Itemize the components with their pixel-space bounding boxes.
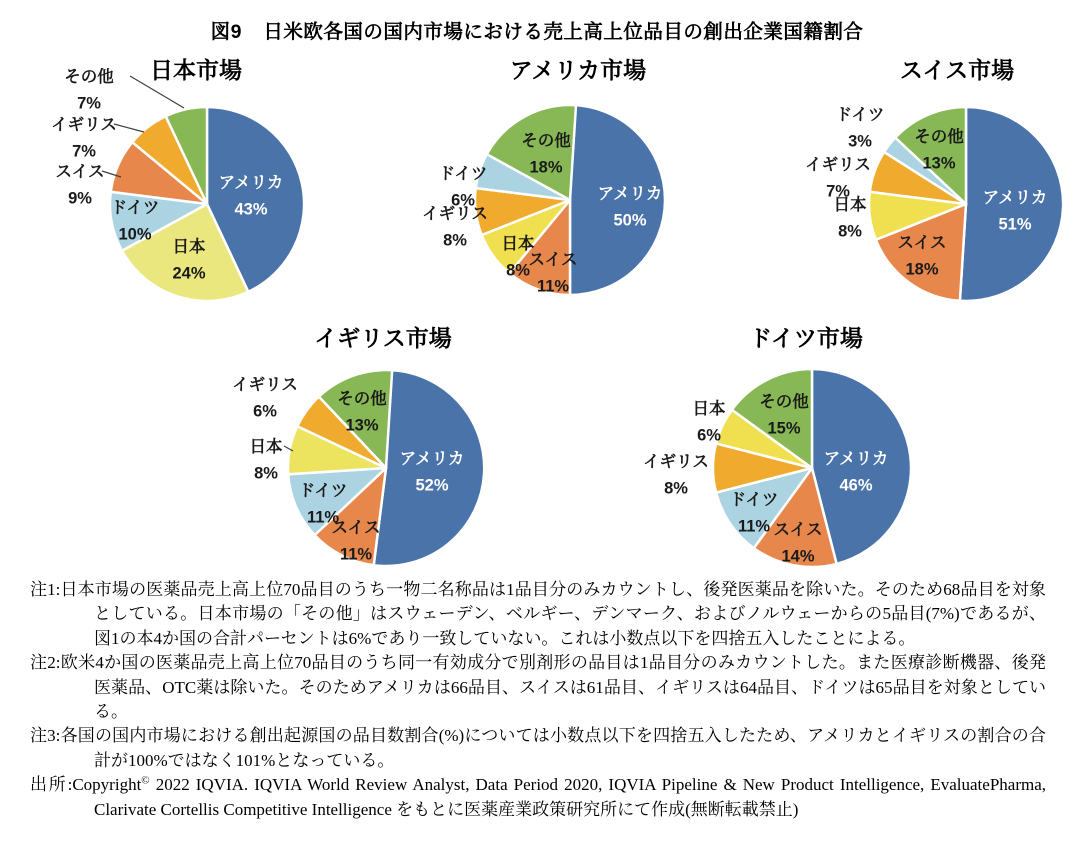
source-note	[30, 773, 1046, 822]
note-1-prefix: 注1:	[30, 580, 61, 599]
slice-label-name: イギリス	[805, 156, 871, 174]
slice-label-percent: 7%	[77, 94, 101, 113]
note-3-prefix: 注3:	[30, 726, 61, 746]
slice-label-percent: 10%	[118, 225, 152, 244]
slice-label-name: その他	[759, 393, 809, 411]
chart-title: ドイツ市場	[749, 325, 863, 351]
slice-label-name: ドイツ	[835, 106, 885, 124]
slice-label-percent: 11%	[306, 508, 340, 527]
slice-label-percent: 15%	[767, 419, 801, 438]
slice-label-name: 日本	[692, 400, 726, 418]
source-body-pre: Copyright	[72, 775, 142, 795]
slice-label-percent: 8%	[664, 479, 688, 498]
slice-label-name: その他	[521, 132, 571, 150]
slice-label-percent: 8%	[254, 464, 278, 483]
slice-label-percent: 8%	[838, 222, 862, 241]
slice-label-name: アメリカ	[823, 450, 889, 468]
slice-label-name: アメリカ	[597, 185, 663, 203]
slice-label-name: スイス	[528, 251, 578, 269]
copyright-symbol: ©	[141, 774, 150, 787]
slice-label-percent: 14%	[781, 547, 815, 566]
note-1	[30, 578, 1046, 651]
slice-label-name: その他	[64, 68, 114, 86]
slice-label-name: イギリス	[232, 376, 298, 394]
slice-label-name: アメリカ	[399, 450, 465, 468]
slice-label-name: アメリカ	[218, 174, 284, 192]
slice-label-percent: 3%	[848, 132, 872, 151]
note-1-body: 日本市場の医薬品売上高上位70品目のうち一物二名称品は1品目分のみカウントし、後発医薬品を除いた。そのため68品目を対象としている。日本市場の「その他」はスウェーデン、ベルギー、デンマーク、およびノルウェーからの5品目(7%)であるが、図1の本4か国の合計パーセントは6%であり一致していない。これは小数点以下を四捨五入したことによる。	[60, 580, 1046, 648]
slice-label-name: 日本	[172, 238, 206, 256]
slice-label-name: ドイツ	[729, 491, 779, 509]
note-3	[30, 724, 1046, 773]
slice-label-name: 日本	[249, 438, 283, 456]
slice-label-name: 日本	[501, 235, 535, 253]
slice-label-percent: 6%	[697, 426, 721, 445]
slice-label-percent: 11%	[737, 517, 771, 536]
note-2-body: 欧米4か国の医薬品売上高上位70品目のうち同一有効成分で別剤形の品目は1品目分のみカウントした。また医療診断機器、後発医薬品、OTC薬は除いた。そのためアメリカは66品目、スイスは61品目、イギリスは64品目、ドイツは65品目を対象としている。	[60, 653, 1046, 722]
slice-label-name: アメリカ	[982, 189, 1048, 207]
slice-label-name: ドイツ	[438, 165, 488, 183]
slice-label-percent: 9%	[68, 189, 92, 208]
slice-label-name: その他	[337, 390, 387, 408]
slice-label-name: 日本	[833, 196, 867, 214]
slice-label-name: スイス	[773, 521, 823, 539]
slice-label-percent: 13%	[922, 154, 956, 173]
figure-title	[0, 16, 1074, 44]
figure-title-text: 日米欧各国の国内市場における売上高上位品目の創出企業国籍割合	[263, 21, 864, 43]
source-body-rest: 2022 IQVIA. IQVIA World Review Analyst, Data Period 2020, IQVIA Pipeline & New Product Intelligence, EvaluatePharma, Clarivate Cortellis Competitive Intelligence をもとに医薬産業政策研究所にて作成(無断転載禁止)	[94, 775, 1047, 819]
slice-label-name: イギリス	[422, 205, 488, 223]
slice-label-percent: 11%	[339, 545, 373, 564]
slice-label-percent: 18%	[529, 158, 563, 177]
slice-label-name: その他	[914, 128, 964, 146]
slice-label-percent: 8%	[443, 231, 467, 250]
slice-label-name: イギリス	[643, 453, 709, 471]
slice-label-percent: 6%	[253, 402, 277, 421]
slice-label-percent: 7%	[826, 182, 850, 201]
chart-title: スイス市場	[899, 57, 1015, 83]
slice-label-name: イギリス	[51, 116, 117, 134]
chart-title: イギリス市場	[314, 325, 452, 351]
slice-label-percent: 11%	[536, 277, 570, 296]
figure-number: 図9	[210, 21, 242, 43]
source-prefix: 出所:	[30, 775, 73, 795]
slice-label-percent: 24%	[172, 264, 206, 283]
slice-label-name: スイス	[331, 519, 381, 537]
chart-title: 日本市場	[150, 57, 242, 83]
slice-label-percent: 50%	[613, 211, 647, 230]
slice-label-name: ドイツ	[110, 199, 160, 217]
slice-label-percent: 7%	[72, 142, 96, 161]
slice-label-percent: 18%	[905, 260, 939, 279]
chart-title: アメリカ市場	[509, 57, 647, 83]
slice-label-percent: 46%	[839, 476, 873, 495]
slice-label-percent: 52%	[415, 476, 449, 495]
slice-label-name: スイス	[897, 234, 947, 252]
slice-label-name: ドイツ	[298, 482, 348, 500]
slice-label-percent: 8%	[506, 261, 530, 280]
leader-line	[114, 124, 144, 132]
note-2-prefix: 注2:	[30, 653, 61, 673]
slice-label-percent: 51%	[998, 215, 1032, 234]
slice-label-percent: 43%	[234, 200, 268, 219]
slice-label-name: スイス	[55, 163, 105, 181]
note-3-body: 各国の国内市場における創出起源国の品目数割合(%)については小数点以下を四捨五入したため、アメリカとイギリスの割合の合計が100%ではなく101%となっている。	[60, 726, 1046, 770]
note-2	[30, 651, 1046, 724]
slice-label-percent: 6%	[451, 191, 475, 210]
slice-label-percent: 13%	[345, 416, 379, 435]
notes-block	[30, 578, 1046, 822]
